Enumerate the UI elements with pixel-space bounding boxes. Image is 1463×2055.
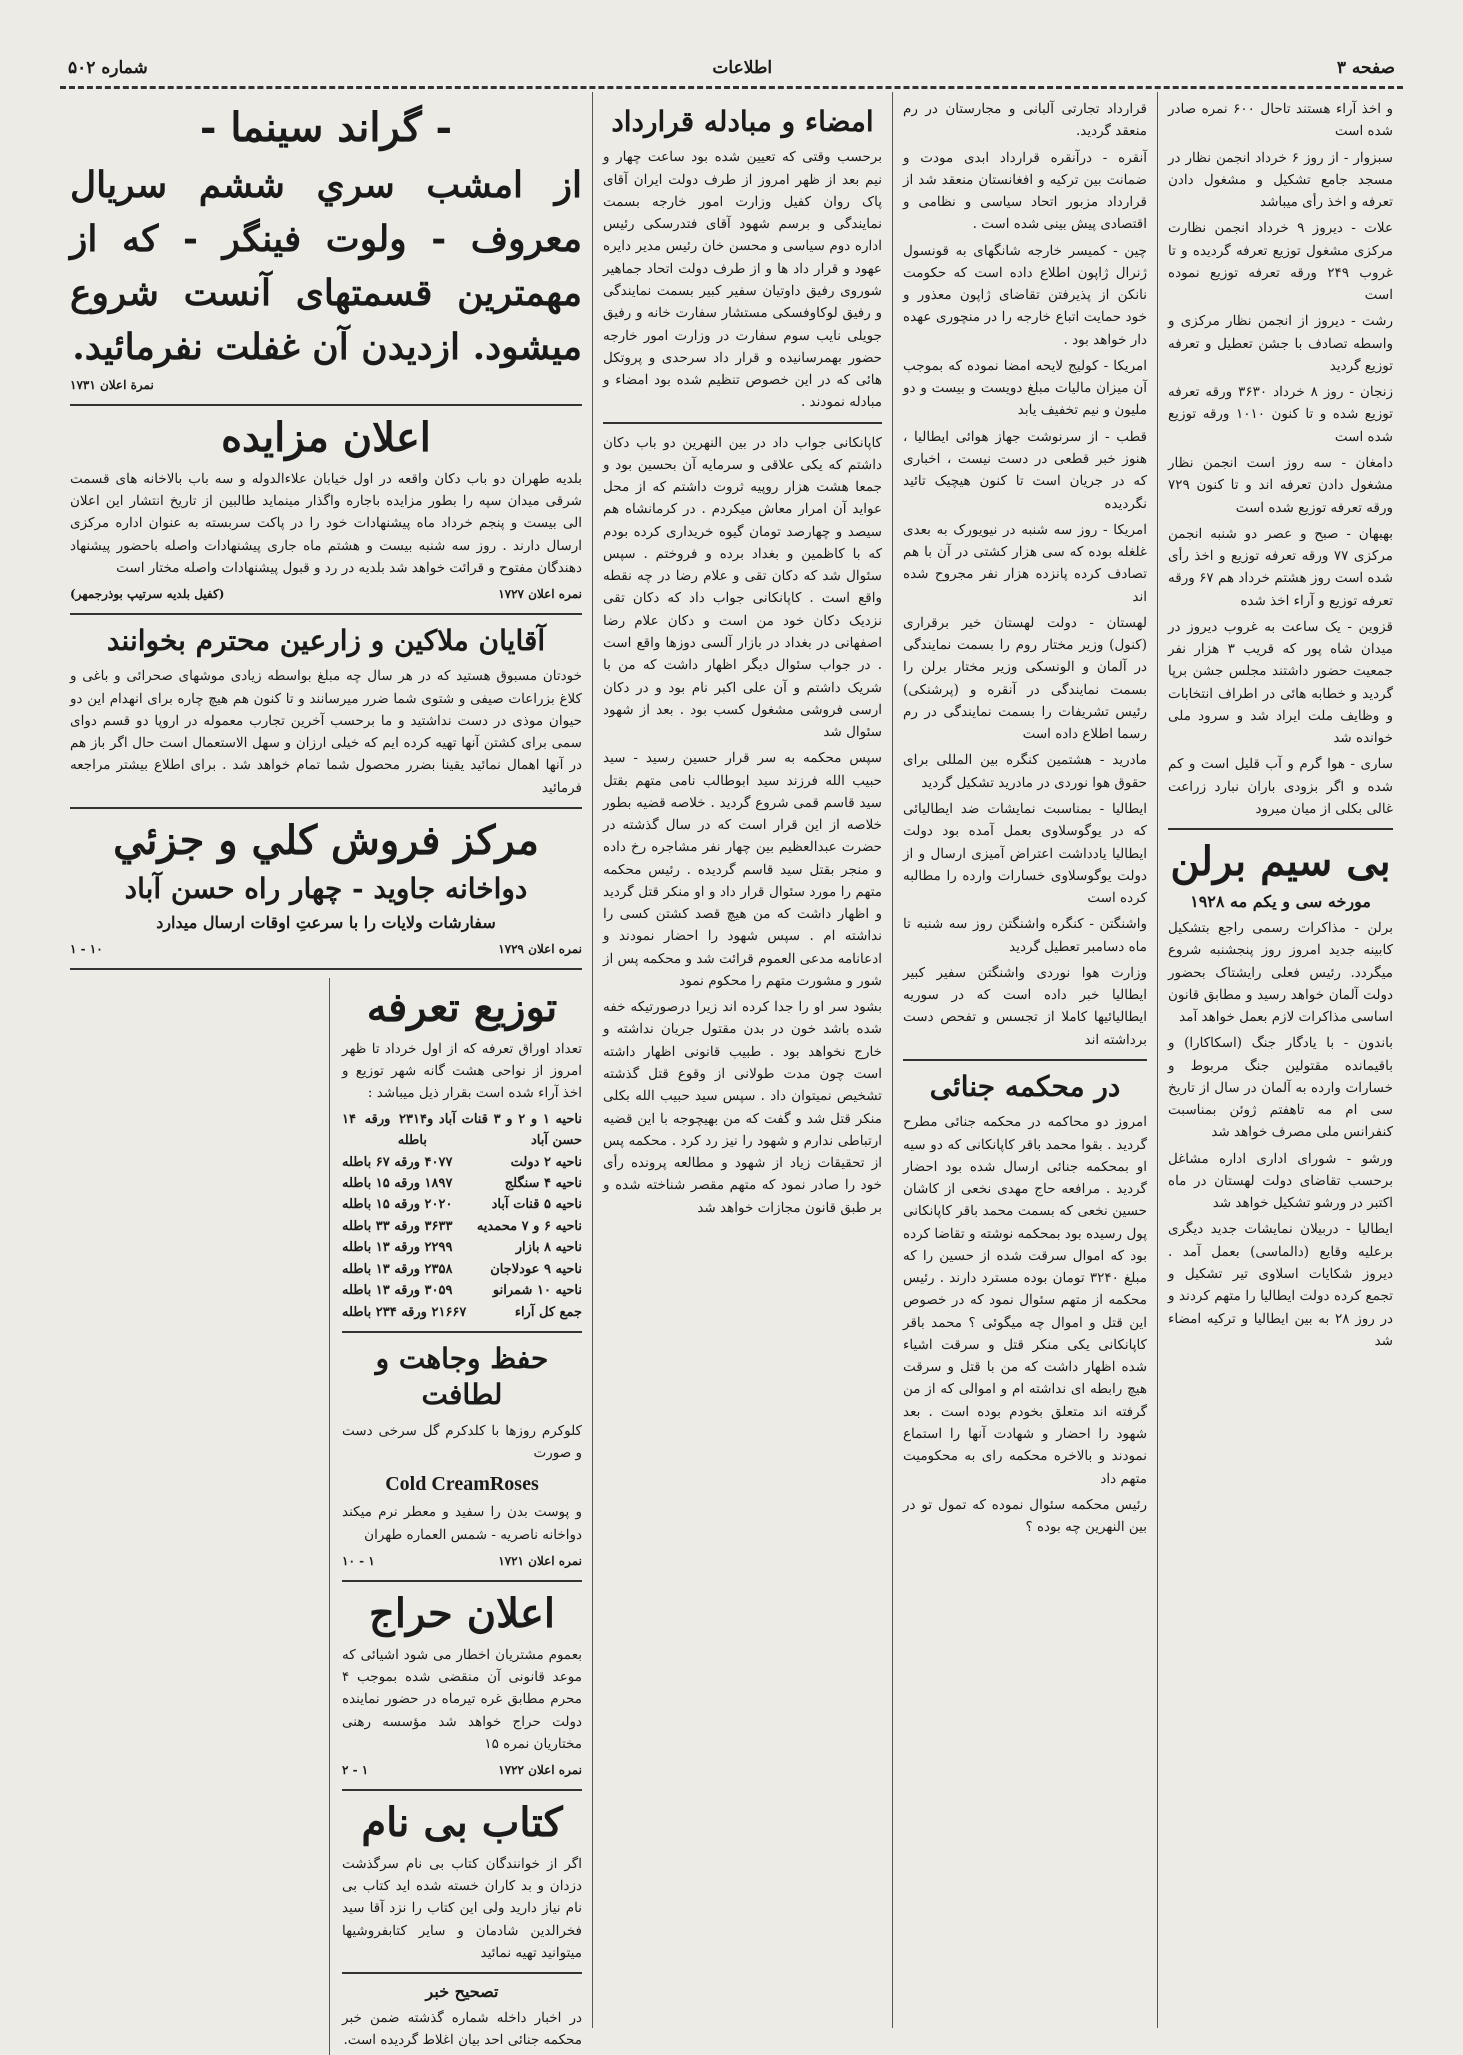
report-zanjan: زنجان - روز ۸ خرداد ۳۶۳۰ ورقه تعرفه توزیع شده و تا کنون ۱۰۱۰ ورقه توزیع شده است [1168,384,1393,445]
erratum-body: در اخبار داخله شماره گذشته ضمن خبر محکمه جنائی احد بیان اغلاط گردیده است. [342,2009,582,2049]
court-end: رئیس محکمه سئوال نموده که تمول تو در بین النهرین چه بوده ؟ [903,1496,1147,1536]
news-item: قرارداد تجارتی آلبانی و مجارستان در رم منعقد گردید. [903,101,1147,140]
wireless-berlin: برلن - مذاکرات رسمی راجع بتشکیل کابینه جدید امروز روز پنجشنبه شروع میگردد. رئیس فعلی رایشتاک بحضور دولت آلمان خواهد رسید و مطابق قانون اساسی مذاکرات لازم بعمل خواهد آمد [1168,920,1393,1026]
beauty-brand: Cold CreamRoses [385,1473,539,1496]
beauty-footer [342,1550,582,1572]
divider [603,422,882,424]
distribution-row [342,1259,582,1280]
court-body: امروز دو محاکمه در محکمه جنائی مطرح گردید . بقوا محمد باقر کاپانکانی که دو سیه او بمحکمه جنائی ارسال شده بود احضار گردید . مرافعه حاج مهدی نخعی از کاشان حسین نخعی که بسمت محمد باقر کاپانکانی پول رسیده بود بمحکمه نوشته و تقاضا کرده بود که اموال سرقت شده از حسین را که مبلغ ۳۲۴۰ تومان بوده مسترد دارند . رئیس محکمه از متهم سئوال نمود که در خصوص این قتل و اموال چه میگوئی ؟ محمد باقر کاپانکانی یکی منکر قتل و سرقت اشیاء شده اظهار داشت که من با قتل و سرقت هیچ رابطه ای نداشته ام و اموالی که از من گرفته اند متعلق بخودم بوده است . بعد شهود را احضار و شهادت آنها را استماع نمودند و بالاخره محکمه رای به محکومیت متهم داد [903,1114,1147,1487]
report-sari: ساری - هوا گرم و آب قلیل است و کم شده و اگر بزودی باران نبارد زراعت غالی بکلی از میان میرود [1168,756,1393,817]
book-body: اگر از خوانندگان کتاب بی نام سرگذشت دزدان و بد کاران خسته شده اید کتاب بی نام نیاز دارید ولی این کتاب را نزد آقا سید فخرالدین شادمان و سایر کتابفروشیها میتوانید تهیه نمائید [342,1855,582,1961]
distribution-row [342,1216,582,1237]
court-story: کاپانکانی جواب داد در بین النهرین دو باب دکان داشتم که یکی علاقی و سرمایه آن بحسین بود و جمعا هشت هزار روپیه ثروت داشتم که از محل عواید آن امرار معاش میکردم . در کرمانشاه هم سیصد و چهارصد تومان گیوه خریداری کرده بودم که با کاظمین و بغداد برده و فروختم . سپس سئوال شد که دکان تقی و علام رضا در چه نقطه واقع است . کاپانکانی جواب داد که دکان تقی نزدیک دکان خود من است و دکان علام رضا اصفهانی در بغداد در بازار آلسی دوزها واقع است . در جواب سئوال دیگر اظهار داشت که من با شریک داشتم و آن علی اکبر نام بود و در دکان ارسی فروشی مشغول کسب بود . بعد از شهود سئوال شد [603,434,882,741]
report-sabzevar: سبزوار - از روز ۶ خرداد انجمن نظار در مسجد جامع تشکیل و مشغول دادن تعرفه و اخذ رأی میباشد [1168,149,1393,211]
dist-area: ناحیه ۵ قنات آباد [491,1197,582,1213]
dist-value: ۲۲۹۹ ورقه ۱۳ باطله [342,1240,453,1256]
paper-name: اطلاعات [712,58,773,78]
column-foreign-news [893,92,1158,2028]
wireless-junk: باندون - با یادگار جنگ (اسکاکارا) و باقیمانده مقتولین جنگ مربوط و خسارات وارده به آلمان در سال از تاریخ سی ام مه تاهفتم ژوئن بمناسبت کنفرانس ملی مصرف خواهد شد [1168,1035,1393,1141]
news-item: قطب - از سرنوشت جهاز هوائی ایطالیا ، هنوز خبر قطعی در دست نیست ، اخباری که در جریان است تا کنون هیچیک تائید نگردیده [903,428,1147,512]
haraj-run: ۱ - ۲ [342,1763,369,1778]
divider [1168,828,1393,830]
dist-value: ۳۰۵۹ ورقه ۱۳ باطله [342,1283,453,1299]
distribution-row [342,1152,582,1173]
haraj-body: بعموم مشتریان اخطار می شود اشیائی که موعد قانونی آن منقضی شده بموجب ۴ محرم مطابق غره تیرماه در حضور نماینده دولت حراج خواهد شد مؤسسه رهنی مختاریان نمره ۱۵ [342,1646,582,1752]
wireless-italy: ایطالیا - دربیلان نمایشات جدید دیگری برعلیه وقایع (دالماسی) بعمل آمد . دیروز شکایات اسلاوی تیر تشکیل و تجمع کرده دولت ایطالیا را متهم کردند و در روز ۲۸ به بین ایطالیا و ترکیه امضاء شد [1168,1221,1393,1349]
news-item: وزارت هوا نوردی واشنگتن سفیر کبیر ایطالیا خبر داده است که در سوریه ایطالیائیها کاملا از تجسس و تفحص دست برداشته اند [903,964,1147,1048]
ads-lower-right [342,978,582,2055]
beauty-body-2: و پوست بدن را سفید و معطر نرم میکند دواخانه ناصریه - شمس العماره طهران [342,1504,582,1543]
distribution-row [342,1280,582,1301]
farmers-body: خودتان مسبوق هستید که در هر سال چه مبلغ بواسطه زیادی موشهای صحرائی و باغی و کلاغ بزراعات صیفی و شتوی شما ضرر میرسانند و تا کنون هم هیچ چاره برای انهدام این دو حیوان موذی در دست نداشتید و ما برحسب آخرین تجارب معموله در اروپا دو قسم دوای سمی برای کشتن آنها تهیه کرده ایم که خیلی ارزان و سهل الاستعمال است حال اگر باز هم در آنها اهمال نمائید یقینا بضرر محصول شما تمام خواهد شد . برای اطلاع بیشتر مراجعه فرمائید [70,668,582,796]
court-trial: سپس محکمه به سر قرار حسین رسید - سید حبیب الله فرزند سید ابوطالب نامی متهم بقتل سید قاسم قمی شروع گردید . خلاصه قضیه بطور خلاصه از این قرار است که در سال گذشته در حضرت عبدالعظیم بین چهار نفر مشاجره رخ داده و منجر بقتل سید قاسم گردیده . رئیس محکمه متهم را مورد سئوال قرار داد و او منکر قتل گردید و اظهار داشت که من هیچ قصد کشتن کسی را نداشته ام . سپس شهود را احضار نمودند و ادعانامه مدعی العموم قرائت شد و محکمه پس از شور و مشورت متهم را محکوم نمود [602,750,882,989]
dist-area: ناحیه ۴ سنگلج [504,1176,582,1191]
election-intro: و اخذ آراء هستند تاحال ۶۰۰ نمره صادر شده است [1168,101,1393,140]
haraj-heading: اعلان حراج [369,1589,555,1637]
distribution-table [342,1109,582,1323]
distribution-row [342,1237,582,1258]
distribution-row [342,1302,582,1323]
court-heading: در محکمه جنائی [929,1069,1121,1103]
distribution-row [342,1173,582,1194]
beauty-run: ۱ - ۱۰ [342,1553,375,1568]
dist-area: ناحیه ۱۰ شمرانو [492,1283,582,1299]
dist-area: ناحیه ۲ دولت [510,1154,582,1170]
dist-area: ناحیه ۸ بازار [515,1240,582,1256]
dist-value: ۲۰۲۰ ورقه ۱۵ باطله [342,1197,453,1213]
dist-value: ۱۸۹۷ ورقه ۱۵ باطله [342,1176,453,1191]
shop-notice: نمره اعلان ۱۷۲۹ [498,942,582,957]
report-rasht: رشت - دیروز از انجمن نظار مرکزی و واسطه تصادف با جشن تعطیل و تعرفه توزیع گردید [1168,313,1393,374]
shop-footer [70,938,582,960]
dist-value: ۲۳۱۴ ورقه ۱۴ باطله [342,1111,427,1149]
ads-lower [70,978,582,2055]
auction-heading: اعلان مزایده [221,413,431,461]
divider [903,1059,1147,1061]
cinema-heading: - گراند سینما - [199,104,453,151]
beauty-body: کلوکرم روزها با کلدکرم گل سرخی دست و صورت [342,1422,582,1462]
treaty-heading: امضاء و مبادله قرارداد [611,105,874,138]
distribution-row [342,1109,582,1152]
news-item: واشنگتن - کنگره واشنگتن روز سه شنبه تا ماه دسامبر تعطیل گردید [903,916,1147,955]
cinema-body: از امشب سري ششم سريال معروف - ولوت فينگر - که از مهمترين قسمتهاى آنست شروع ميشود. ازديدن آن غفلت نفرمائيد. [70,164,582,368]
column-treaty [593,92,893,2028]
beauty-notice: نمره اعلان ۱۷۲۱ [498,1553,582,1568]
dist-value: ۲۱۶۶۷ ورقه ۲۳۴ باطله [342,1304,467,1320]
dist-value: ۴۰۷۷ ورقه ۶۷ باطله [342,1154,453,1170]
news-item: مادرید - هشتمین کنگره بین المللی برای حقوق هوا نوردی در مادرید تشکیل گردید [903,752,1147,791]
column-ads [60,92,593,2049]
divider [342,1789,582,1791]
divider [342,1331,582,1333]
distribution-row [342,1194,582,1215]
court-sub: بشود سر او را جدا کرده اند زیرا درصورتیکه خفه شده باشد خون در بدن مقتول جریان نداشته و خارج نخواهد بود . طبیب قانونی اظهار داشته است چون مدت طولانی از وقوع قتل گذشته تشخیص نمیتوان داد . سپس سید حبیب الله بکلی منکر قتل شد و گفت که من بهیچوجه با این قضیه ارتباطی ندارم و شهود را نیز رد کرد . محکمه پس از تحقیقات زیاد از شهود و مطالعه پرونده رأی خود را صادر نمود که متهم مقصر شناخته شده و بر طبق قانون مجازات خواهد شد [603,999,882,1216]
news-item: ایطالیا - بمناسبت نمایشات ضد ایطالیائی که در یوگوسلاوی بعمل آمده بود دولت ایطالیا یادداشت اعتراض آمیزی ارسال و از دولت یوگوسلاوی خسارات وارده را مطالبه کرده است [903,800,1147,907]
erratum-heading: تصحیح خبر [425,1982,499,2002]
divider [70,404,582,406]
auction-footer [70,583,582,605]
news-item: لهستان - دولت لهستان خیر برقراری (کنول) وزیر مختار روم را بسمت نمایندگی در آلمان و الونسکی وزیر مختار برلن را بسمت نمایندگی در آنقره و (پرشنکی) رئیس تشریفات را بسمت نمایندگی در رم رسما اطلاع داده است [903,614,1147,743]
divider [70,807,582,809]
dist-area: ناحیه ۹ عودلاجان [490,1261,582,1277]
report-alaat: علات - دیروز ۹ خرداد انجمن نظارت مرکزی مشغول توزیع تعرفه گردیده و تا غروب ۲۴۹ ورقه تعرفه توزیع نموده است [1168,220,1394,304]
distribution-intro: تعداد اوراق تعرفه که از اول خرداد تا ظهر امروز از نواحی هشت گانه شهر توزیع و اخذ آراء شده است بقرار ذیل میباشد : [342,1040,582,1102]
dist-value: ۲۳۵۸ ورقه ۱۳ باطله [342,1261,453,1277]
divider [342,1580,582,1582]
haraj-notice: نمره اعلان ۱۷۲۲ [498,1763,582,1778]
treaty-body: برحسب وقتی که تعیین شده بود ساعت چهار و نیم بعد از ظهر امروز از طرف دولت ایران آقای پاک روان کفیل وزارت امور خارجه بسمت نمایندگی و برسم شهود آقای فتدرسکی رئیس اداره دوم سیاسی و محسن خان رئیس مدیر دایره عهود و قرار داد ها و از طرف دولت اتحاد جماهیر شوروی رفیق داوتیان سفیر کبیر بسمت نمایندگی و رفیق لوکاوفسکی مستشار سفارت خانه و رفیق جویلی نایب سوم سفارت در وزارت امور خارجه حضور بهمرسانیده و قرار داد سرحدی و پروتکل هائی که در این خصوص تنظیم شده بود امضاء و مبادله نمودند . [603,149,882,411]
divider [342,1972,582,1974]
book-heading: کتاب بی نام [361,1798,563,1846]
dist-area: ناحیه ۱ و ۲ و ۳ قنات آباد و حسن آباد [426,1111,582,1149]
dist-area: جمع کل آراء [514,1304,582,1320]
auction-sign: (کفیل بلدیه سرتیپ بوذرجمهر) [70,587,225,602]
report-behbahan: بهبهان - صبح و عصر دو شنبه انجمن مرکزی ۷۷ ورقه تعرفه توزیع و اخذ رأی شده است روز هشتم خرداد هم ۶۷ ورقه تعرفه توزیع و آراء اخذ شده [1168,525,1393,609]
auction-notice: نمره اعلان ۱۷۲۷ [498,587,582,602]
masthead [60,50,1403,89]
distribution-heading: توزیع تعرفه [366,983,558,1031]
dist-value: ۳۶۳۳ ورقه ۳۳ باطله [342,1218,453,1234]
news-item: چین - کمیسر خارجه شانگهای به قونسول ژنرال ژاپون اطلاع داده است که حکومت نانکن از پذیرفتن تقاضای ژاپون معذور و خود حمایت اتباع خارجه را در منچوری عهده دار خواهد بود . [903,242,1147,348]
auction-body: بلدیه طهران دو باب دکان واقعه در اول خیابان علاءالدوله و سه باب بالاخانه های قسمت شرقی میدان سپه را بطور مزایده باجاره واگذار مینماید طالبین از تاریخ انتشار این اعلان الی بیست و پنجم خرداد ماه پیشنهادات خود را در پاکت سربسته به عنوان اداره مرکزی ارسال دارند . روز سه شنبه بیست و هشتم ماه جاری پیشنهادات واصله باحضور پیشنهاد دهندگان مفتوح و قرائت خواهد شد بلدیه در رد و قبول پیشنهادات واصله مختار است [70,470,582,576]
shop-run: ۱۰ - ۱ [70,942,103,957]
shop-subheading: دواخانه جاويد - چهار راه حسن آباد [124,871,528,905]
beauty-heading: حفظ وجاهت و لطافت [375,1342,549,1412]
wireless-warsaw: ورشو - شورای اداری اداره مشاغل برحسب تقاضای دولت لهستان در ماه اکتبر در ورشو تشکیل خواهد شد [1168,1150,1393,1212]
report-qazvin: قزوین - یک ساعت به غروب دیروز در میدان شاه پور که قریب ۳ هزار نفر جمعیت حضور داشتند مجلس جشن برپا گردید و خطابه هائی در اطراف انتخابات و وظایف ملت ایراد شد و سرود ملی خوانده شد [1168,618,1393,747]
farmers-heading: آقایان ملاکین و زارعین محترم بخوانند [106,623,546,657]
column-election-news [1158,92,1403,2028]
news-item: امریکا - روز سه شنبه در نیویورک به بعدی غلغله بوده که سی هزار کشتی در آن با هم تصادف کرده پانزده هزار نفر مجروح شده اند [903,521,1147,605]
haraj-footer [342,1759,582,1781]
ads-lower-left [70,978,330,2055]
news-item: امریکا - کولیج لایحه امضا نموده که بموجب آن میزان مالیات مبلغ دویست و بیست و دو ملیون و نیم تخفیف یابد [903,357,1147,419]
shop-orders: سفارشات ولایات را با سرعتِ اوقات ارسال میدارد [156,913,496,933]
report-damghan: دامغان - سه روز است انجمن نظار مشغول دادن تعرفه اند و تا کنون ۷۲۹ ورقه تعرفه توزیع شده است [1168,454,1393,516]
divider [70,968,582,970]
cinema-notice: نمرة اعلان ۱۷۳۱ [70,378,154,392]
news-item: آنقره - درآنقره قرارداد ابدی مودت و ضمانت بین ترکیه و افغانستان منعقد شد از قرارداد مزبور اتحاد سیاسی و نظامی و اقتصادی پیش بینی شده است . [903,149,1147,233]
shop-heading: مرکز فروش کلي و جزئي [113,816,539,864]
page-number: صفحه ۳ [1336,58,1395,78]
divider [70,613,582,615]
dist-area: ناحیه ۶ و ۷ محمدیه [476,1218,582,1234]
issue-number: شماره ۵۰۲ [68,58,148,78]
wireless-heading: بی سیم برلن [1170,838,1391,886]
wireless-date: مورخه سی و یکم مه ۱۹۲۸ [1190,892,1371,912]
